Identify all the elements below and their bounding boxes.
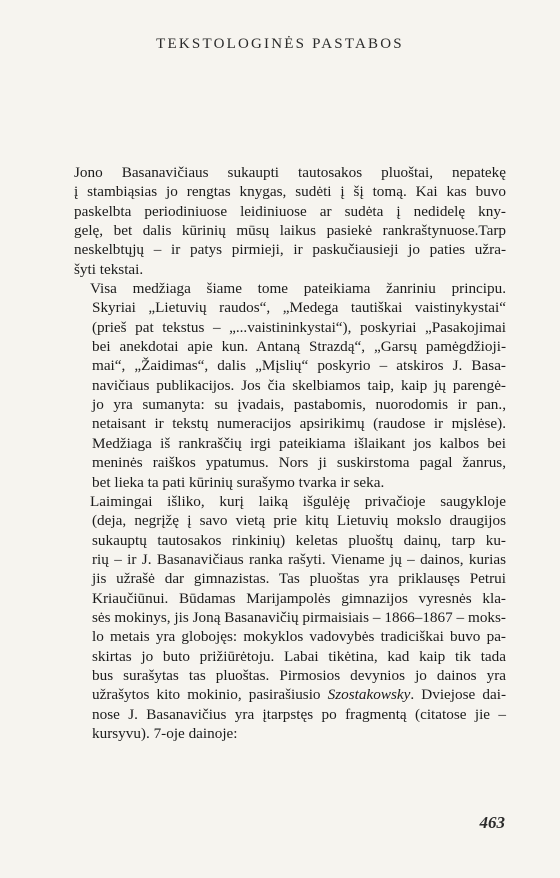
text-line: Skyriai „Lietuvių raudos“, „Medega tautiškai vaistinykystai“ (92, 299, 506, 317)
text-line: navičiaus publikacijos. Jos čia skelbiamos taip, kaip jų parengė- (92, 376, 506, 394)
text-line: kursyvu). 7-oje dainoje: (92, 724, 238, 742)
text-line: Jono Basanavičiaus sukaupti tautosakos pluoštai, nepatekę (74, 164, 506, 181)
paragraph (74, 492, 506, 743)
text-line: į stambiąsias jo rengtas knygas, sudėti į šį tomą. Kai kas buvo (74, 183, 506, 201)
text-line: meninės raiškos ypatumus. Nors ji suskirstoma pagal žanrus, (92, 454, 506, 472)
text-line: (deja, negrįžę į savo vietą prie kitų Lietuvių mokslo draugijos (92, 512, 506, 530)
text-line: jis užrašė dar gimnazistas. Tas pluoštas yra priklausęs Petrui (92, 570, 506, 588)
text-line: (prieš pat tekstus – „...vaistininkystai“), poskyriai „Pasakojimai (92, 318, 506, 336)
text-line: sukauptų tautosakos rinkinių) keletas pluoštų dainų, tarp ku- (92, 531, 506, 549)
text-line: bus surašytas tas pluoštas. Pirmosios devynios jo dainos yra (92, 666, 506, 684)
text-line: skirtas jo buto prižiūrėtoju. Labai tikėtina, kad kaip tik tada (92, 647, 506, 665)
text-line: neskelbtųjų – ir patys pirmieji, ir paskučiausieji jo paties užra- (74, 241, 506, 259)
text-line: mai“, „Žaidimas“, dalis „Mįslių“ poskyrio – atskiros J. Basa- (92, 357, 506, 375)
paragraph (74, 163, 506, 279)
text-line: sės mokinys, jis Joną Basanavičių pirmaisiais – 1866–1867 – moks- (92, 608, 506, 626)
text-line: gelę, bet dalis kūrinių mūsų laikus pasiekė rankraštynuose.Tarp (74, 222, 506, 240)
text-line: Laimingai išliko, kurį laiką išgulėję privačioje saugykloje (90, 492, 506, 510)
text-line: nose J. Basanavičius yra įtarpstęs po fragmentą (citatose jie – (92, 705, 506, 723)
text-line: jo yra sumanyta: su įvadais, pastabomis, nuorodomis ir pan., (92, 396, 506, 414)
text-line: bet lieka ta pati kūrinių surašymo tvarka ir seka. (92, 473, 385, 491)
page-number: 463 (479, 813, 505, 832)
text-line: lo metais yra globojęs: mokyklos vadovybės tradiciškai buvo pa- (92, 628, 506, 646)
text-line: šyti tekstai. (74, 260, 144, 278)
text-line: netaisant ir tekstų numeracijos apsirikimų (raudose ir mįslėse). (92, 415, 506, 433)
text-line: Medžiaga iš rankraščių irgi pateikiama išlaikant jos kalbos bei (92, 434, 506, 452)
body-text (74, 163, 506, 743)
text-line: paskelbta periodiniuose leidiniuose ar sudėta į nedidelę kny- (74, 202, 506, 220)
text-line: užrašytos kito mokinio, pasirašiusio Szostakowsky. Dviejose dai- (92, 686, 506, 704)
text-line: bei anekdotai apie kun. Antaną Strazdą“, „Garsų pamėgdžioji- (92, 338, 506, 356)
running-head-title: TEKSTOLOGINĖS PASTABOS (156, 36, 404, 52)
text-line: Visa medžiaga šiame tome pateikiama žanriniu principu. (90, 280, 506, 298)
text-line: Kriaučiūnui. Būdamas Marijampolės gimnazijos vyresnės kla- (92, 589, 506, 607)
text-line: rių – ir J. Basanavičiaus ranka rašyti. Viename jų – dainos, kurias (92, 550, 506, 568)
paragraph (74, 279, 506, 492)
